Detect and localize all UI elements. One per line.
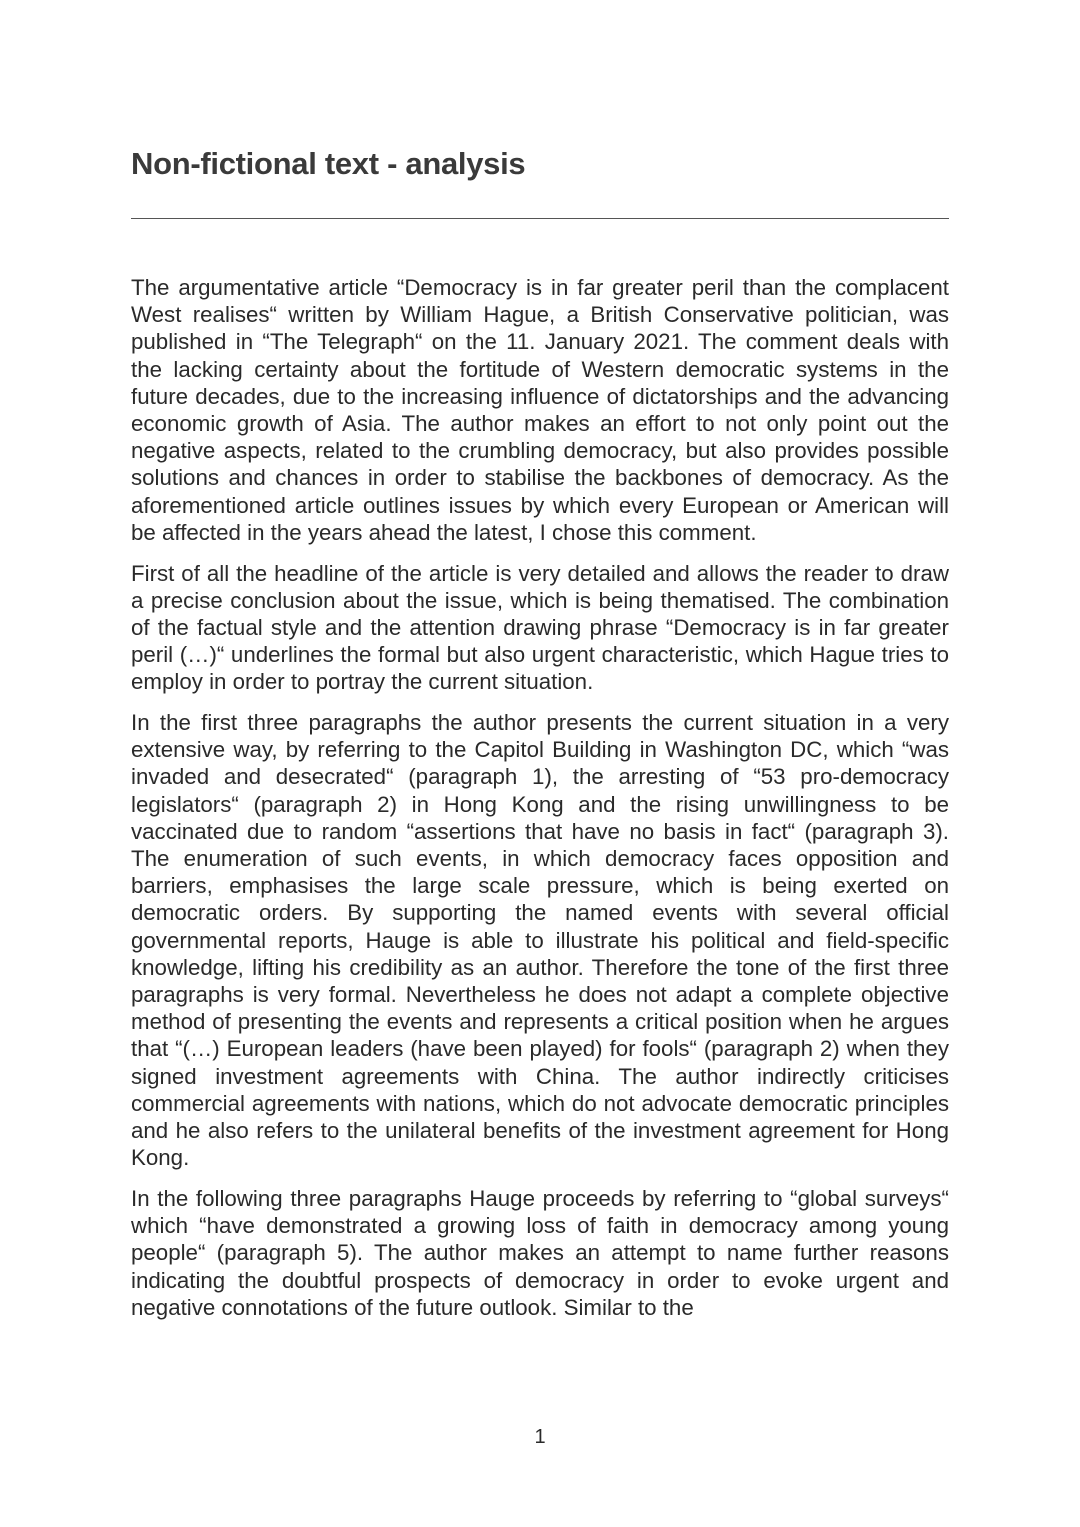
paragraph-first-three-paragraphs: In the first three paragraphs the author presents the current situation in a very extensive way, by referring to the Capitol Building in Washington DC, which “was invaded and desecrated“ (paragraph 1), the arresting of “53 pro-democracy legislators“ (paragraph 2) in Hong Kong and the rising unwillingness to be vaccinated due to random “assertions that have no basis in fact“ (paragraph 3). The enumeration of such events, in which democracy faces opposition and barriers, emphasises the large scale pressure, which is being exerted on democratic orders. By supporting the named events with several official governmental reports, Hauge is able to illustrate his political and field-specific knowledge, lifting his credibility as an author. Therefore the tone of the first three paragraphs is very formal. Nevertheless he does not adapt a complete objective method of presenting the events and represents a critical position when he argues that “(…) European leaders (have been played) for fools“ (paragraph 2) when they signed investment agreements with China. The author indirectly criticises commercial agreements with nations, which do not advocate democratic principles and he also refers to the unilateral benefits of the investment agreement for Hong Kong. [131,710,949,1171]
title-divider [131,218,949,219]
paragraph-introduction: The argumentative article “Democracy is in far greater peril than the complacent West realises“ written by William Hague, a British Conservative politician, was published in “The Telegraph“ on the 11. January 2021. The comment deals with the lacking certainty about the fortitude of Western democratic systems in the future decades, due to the increasing influence of dictatorships and the advancing economic growth of Asia. The author makes an effort to not only point out the negative aspects, related to the crumbling democracy, but also provides possible solutions and chances in order to stabilise the backbones of democracy. As the aforementioned article outlines issues by which every European or American will be affected in the years ahead the latest, I chose this comment. [131,275,949,545]
page-title: Non-fictional text - analysis [131,146,526,181]
paragraph-following-three-paragraphs: In the following three paragraphs Hauge proceeds by referring to “global surveys“ which “have demonstrated a growing loss of faith in democracy among young people“ (paragraph 5). The author makes an attempt to name further reasons indicating the doubtful prospects of democracy in order to evoke urgent and negative connotations of the future outlook. Similar to the [131,1186,949,1320]
paragraph-headline-analysis: First of all the headline of the article is very detailed and allows the reader to draw a precise conclusion about the issue, which is being thematised. The combination of the factual style and the attention drawing phrase “Democracy is in far greater peril (…)“ underlines the formal but also urgent characteristic, which Hague tries to employ in order to portray the current situation. [131,560,949,695]
article-body [131,274,949,1335]
page-number: 1 [534,1426,546,1448]
